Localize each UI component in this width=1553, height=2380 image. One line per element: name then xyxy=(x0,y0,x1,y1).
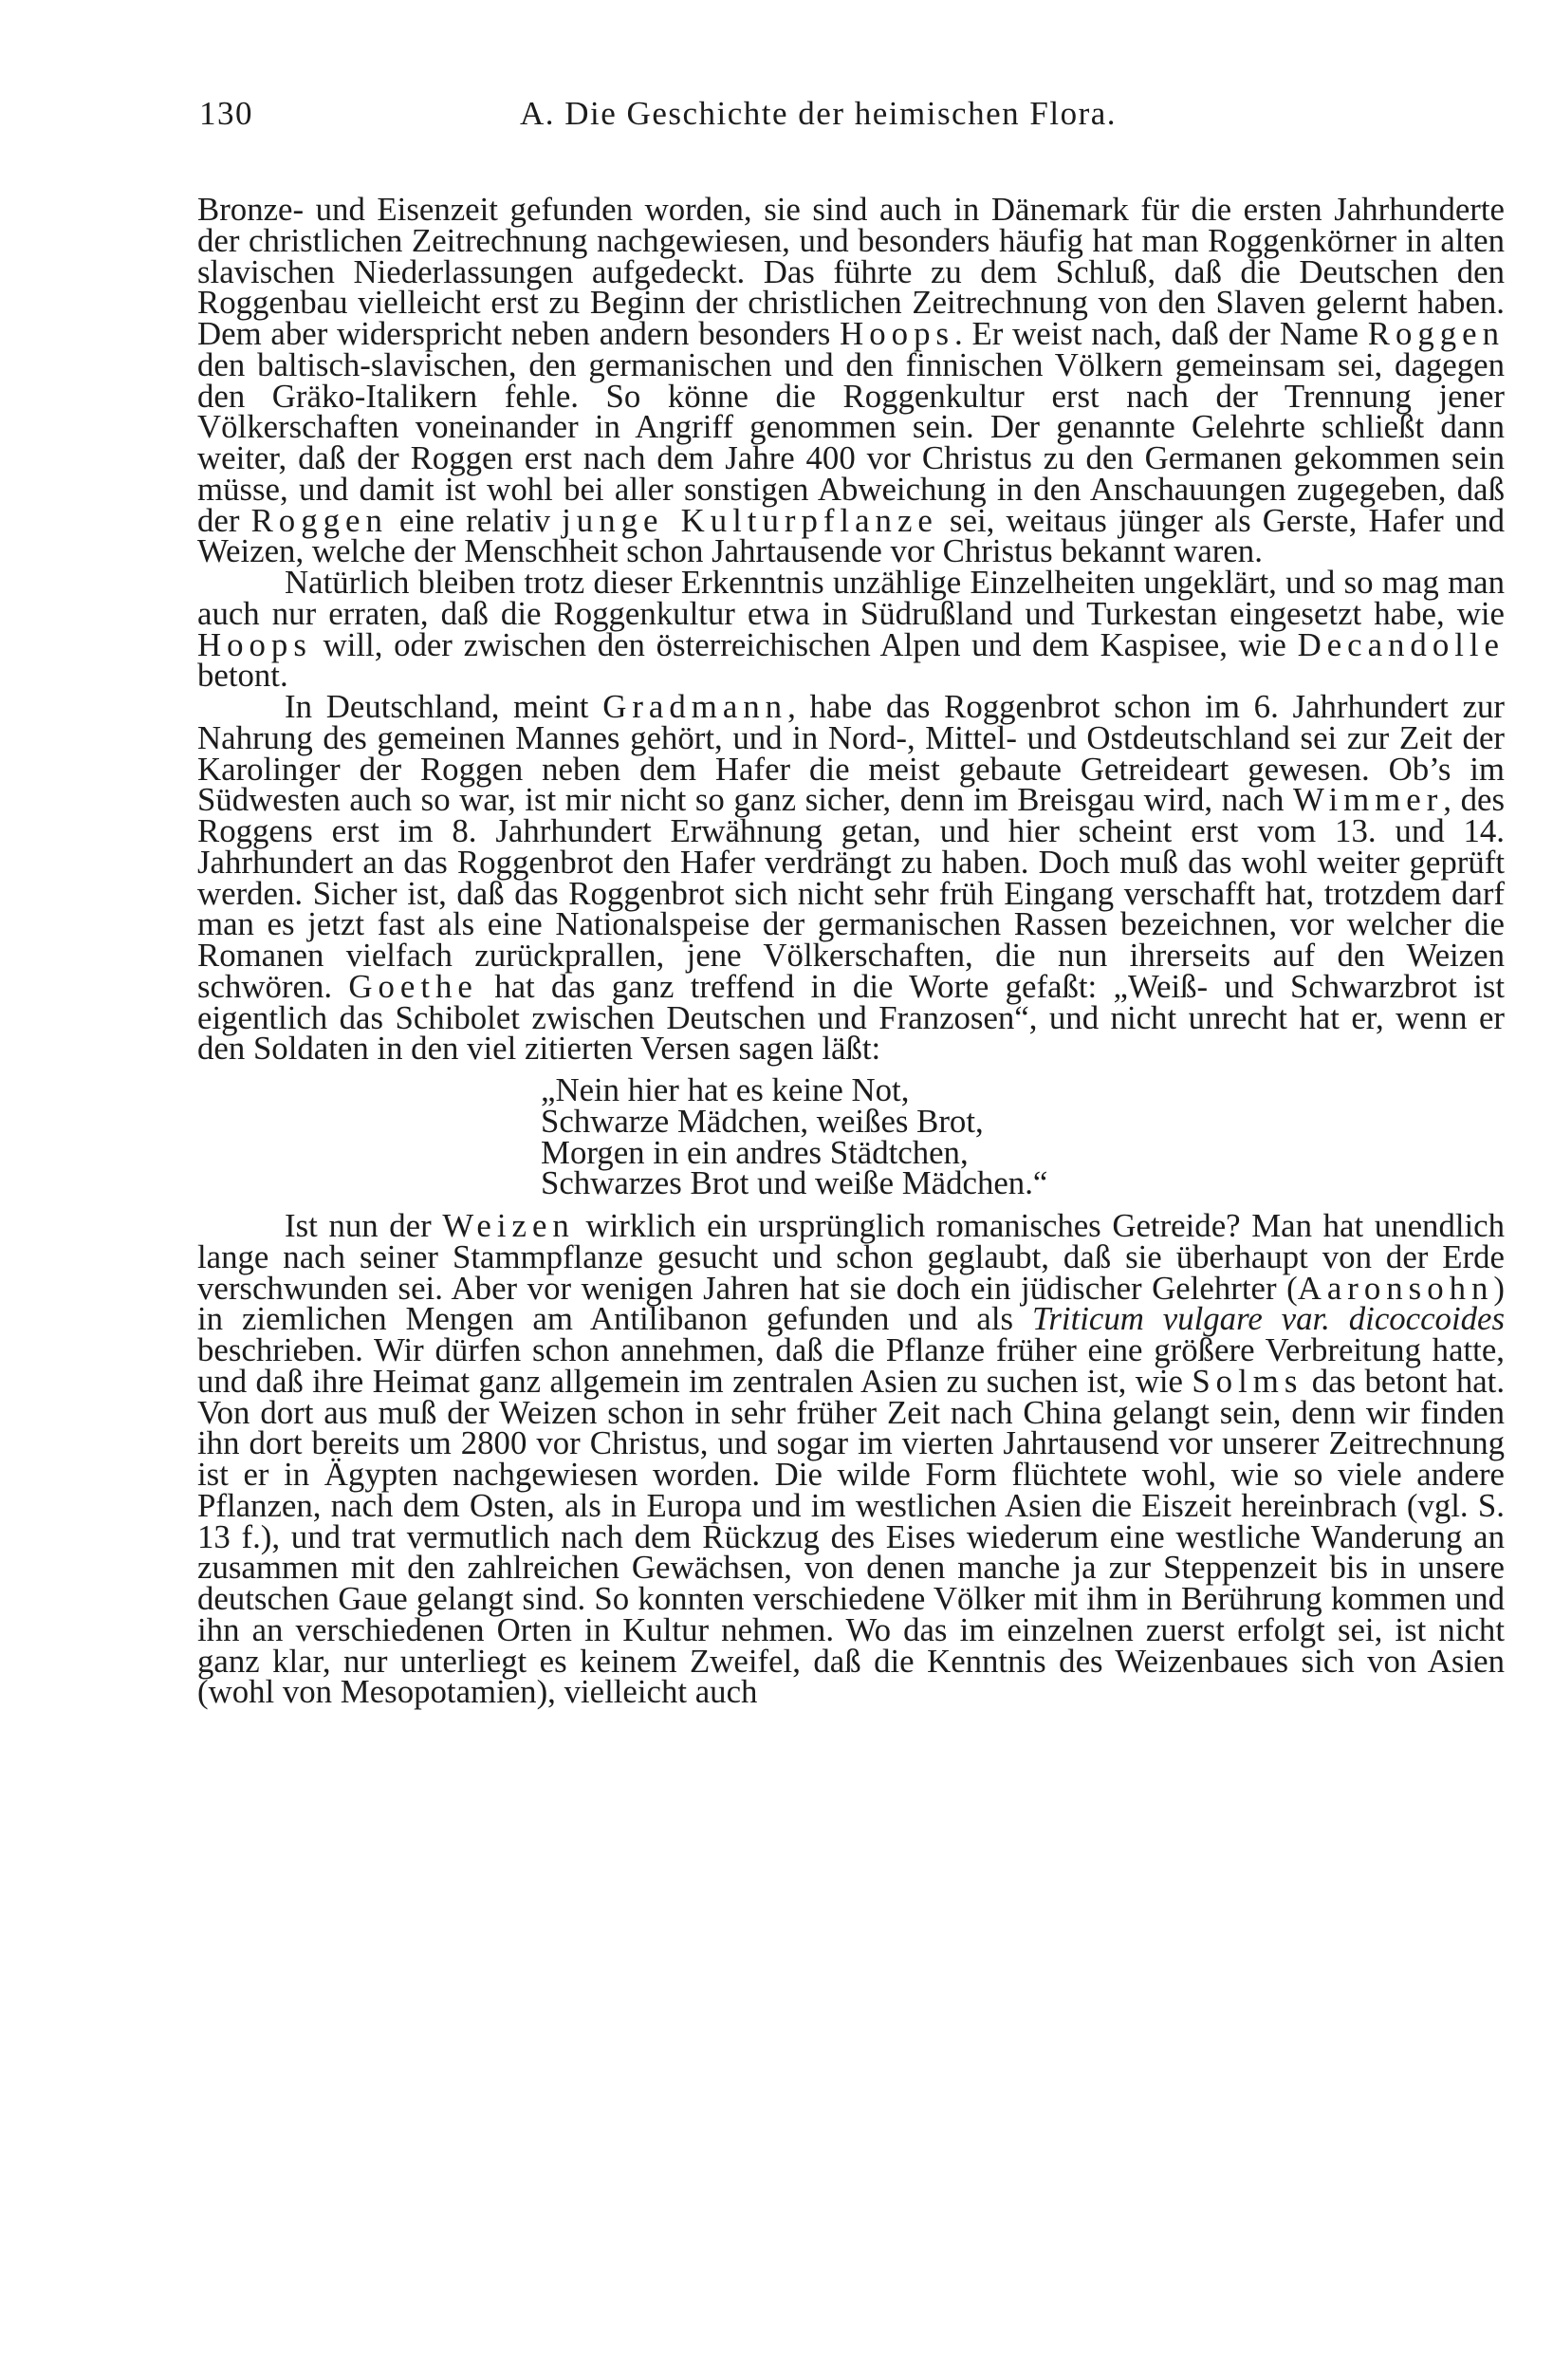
spaced-name: Hoops xyxy=(197,625,312,663)
page-header xyxy=(199,95,1338,152)
paragraph-4 xyxy=(197,1207,1506,1711)
spaced-name: Gradmann xyxy=(602,688,788,725)
text-run: sei, weitaus jünger als Gerste, Hafer und Weizen, welche der Menschheit schon Jahrtausende vor Christus bekannt waren. xyxy=(197,501,1505,570)
text-run: das betont hat. Von dort aus muß der Weizen schon in sehr früher Zeit nach China gelangt sein, denn wir finden ihn dort bereits um 2800 vor Christus, und sogar im vierten Jahrtausend vor unserer Zeitrechnung ist er in Ägypten nachgewiesen worden. Die wilde Form flüchtete wohl, wie so viele andere Pflanzen, nach dem Osten, als in Europa und im westlichen Asien die Eiszeit hereinbrach (vgl. S. 13 f.), und trat vermutlich nach dem Rückzug des Eises wiederum eine westliche Wanderung an zusammen mit den zahlreichen Gewächsen, von denen manche ja zur Steppenzeit bis in unsere deutschen Gaue gelangt sind. So konnten verschiedene Völker mit ihm in Berührung kommen und ihn an verschiedenen Orten in Kultur nehmen. Wo das im einzelnen zuerst erfolgt sei, ist nicht ganz klar, nur unterliegt es keinem Zweifel, daß die Kenntnis des Weizenbaues sich von Asien (wohl von Mesopotamien), vielleicht auch xyxy=(197,1362,1506,1711)
text-run: eine relativ xyxy=(399,501,550,539)
text-run: , habe das Roggenbrot schon im 6. Jahrhundert zur Nahrung des gemeinen Mannes gehört, und in Nord-, Mittel- und Ostdeutschland sei zur Zeit der Karolinger der Roggen neben dem Hafer die meist gebaute Getreideart gewesen. Ob’s im Südwesten auch so war, ist mir nicht so ganz sicher, denn im Breisgau wird, nach xyxy=(197,688,1506,819)
text-run: In Deutschland, meint xyxy=(285,688,589,725)
verse-line: Morgen in ein andres Städtchen, xyxy=(541,1133,969,1171)
text-run: will, oder zwischen den österreichischen Alpen und dem Kaspisee, wie xyxy=(323,625,1286,663)
text-run: beschrieben. Wir dürfen schon annehmen, daß die Pflanze früher eine größere Verbreitung hatte, und daß ihre Heimat ganz allgemein im zentralen Asien zu suchen ist, wie xyxy=(197,1331,1505,1400)
species-name: Triticum vulgare var. dicoccoides xyxy=(1031,1300,1506,1338)
spaced-name: Decandolle xyxy=(1297,625,1506,663)
verse-line: Schwarzes Brot und weiße Mädchen.“ xyxy=(541,1164,1048,1202)
running-title: A. Die Geschichte der heimischen Flora. xyxy=(520,95,1118,132)
text-run: Ist nun der xyxy=(285,1207,432,1244)
spaced-name: Hoops xyxy=(840,315,955,352)
verse-line: Schwarze Mädchen, weißes Brot, xyxy=(541,1102,984,1140)
text-run: betont. xyxy=(197,657,288,695)
spaced-name: Aaronsohn xyxy=(1297,1269,1494,1307)
body-text xyxy=(197,191,1506,1711)
verse-line: „Nein hier hat es keine Not, xyxy=(541,1071,910,1108)
spaced-word: Weizen xyxy=(442,1207,575,1244)
text-run: den baltisch-slavischen, den germanischen und den finnischen Völkern gemeinsam sei, dagegen den Gräko-Italikern fehle. So könne die Roggenkultur erst nach der Trennung jener Völkerschaften voneinander in Angriff genommen sein. Der genannte Gelehrte schließt dann weiter, daß der Roggen erst nach dem Jahre 400 vor Christus zu den Germanen gekommen sein müsse, und damit ist wohl bei aller sonstigen Abweichung in den Anschauungen zugegeben, daß der xyxy=(197,345,1505,539)
spaced-word: Roggen xyxy=(1367,315,1505,352)
text-run: , des Roggens erst im 8. Jahrhundert Erwähnung getan, und hier scheint erst vom 13. und 14. Jahrhundert an das Roggenbrot den Hafer verdrängt zu haben. Doch muß das wohl weiter geprüft werden. Sicher ist, daß das Roggenbrot sich nicht sehr früh Eingang verschafft hat, trotzdem darf man es jetzt fast als eine Nationalspeise der germanischen Rassen bezeichnen, vor welcher die Romanen vielfach zurückprallen, jene Völkerschaften, die nun ihrerseits auf den Weizen schwören. xyxy=(197,781,1505,1005)
spaced-name: Wimmer xyxy=(1293,781,1444,819)
verse-quote xyxy=(541,1065,1505,1211)
paragraph-3 xyxy=(197,688,1506,1068)
text-run: . Er weist nach, daß der Name xyxy=(954,315,1359,352)
spaced-phrase: junge Kulturpflanze xyxy=(562,501,938,539)
text-run: wirklich ein ursprünglich romanisches Getreide? Man hat unendlich lange nach seiner Stammpflanze gesucht und schon geglaubt, daß sie überhaupt von der Erde verschwunden sei. Aber vor wenigen Jahren hat sie doch ein jüdischer Gelehrter ( xyxy=(197,1207,1506,1307)
spaced-name: Goethe xyxy=(348,967,478,1005)
page-number: 130 xyxy=(199,95,253,132)
paragraph-1 xyxy=(197,191,1505,570)
text-run: Bronze- und Eisenzeit gefunden worden, sie sind auch in Dänemark für die ersten Jahrhunderte der christlichen Zeitrechnung nachgewiesen, und besonders häufig hat man Roggenkörner in alten slavischen Niederlassungen aufgedeckt. Das führte zu dem Schluß, daß die Deutschen den Roggenbau vielleicht erst zu Beginn der christlichen Zeitrechnung von den Slaven gelernt haben. Dem aber widerspricht neben andern besonders xyxy=(197,191,1505,352)
spaced-word: Roggen xyxy=(250,501,388,539)
text-run: hat das ganz treffend in die Worte gefaßt: „Weiß- und Schwarzbrot ist eigentlich das Schibolet zwischen Deutschen und Franzosen“, und nicht unrecht hat er, wenn er den Soldaten in den viel zitierten Versen sagen läßt: xyxy=(197,967,1506,1068)
text-run: Natürlich bleiben trotz dieser Erkenntnis unzählige Einzelheiten ungeklärt, und so mag man auch nur erraten, daß die Roggenkultur etwa in Südrußland und Turkestan eingesetzt habe, wie xyxy=(197,564,1505,632)
paragraph-2 xyxy=(197,564,1506,695)
spaced-name: Solms xyxy=(1192,1362,1303,1400)
text-run: ) in ziemlichen Mengen am Antilibanon gefunden und als xyxy=(197,1269,1505,1338)
